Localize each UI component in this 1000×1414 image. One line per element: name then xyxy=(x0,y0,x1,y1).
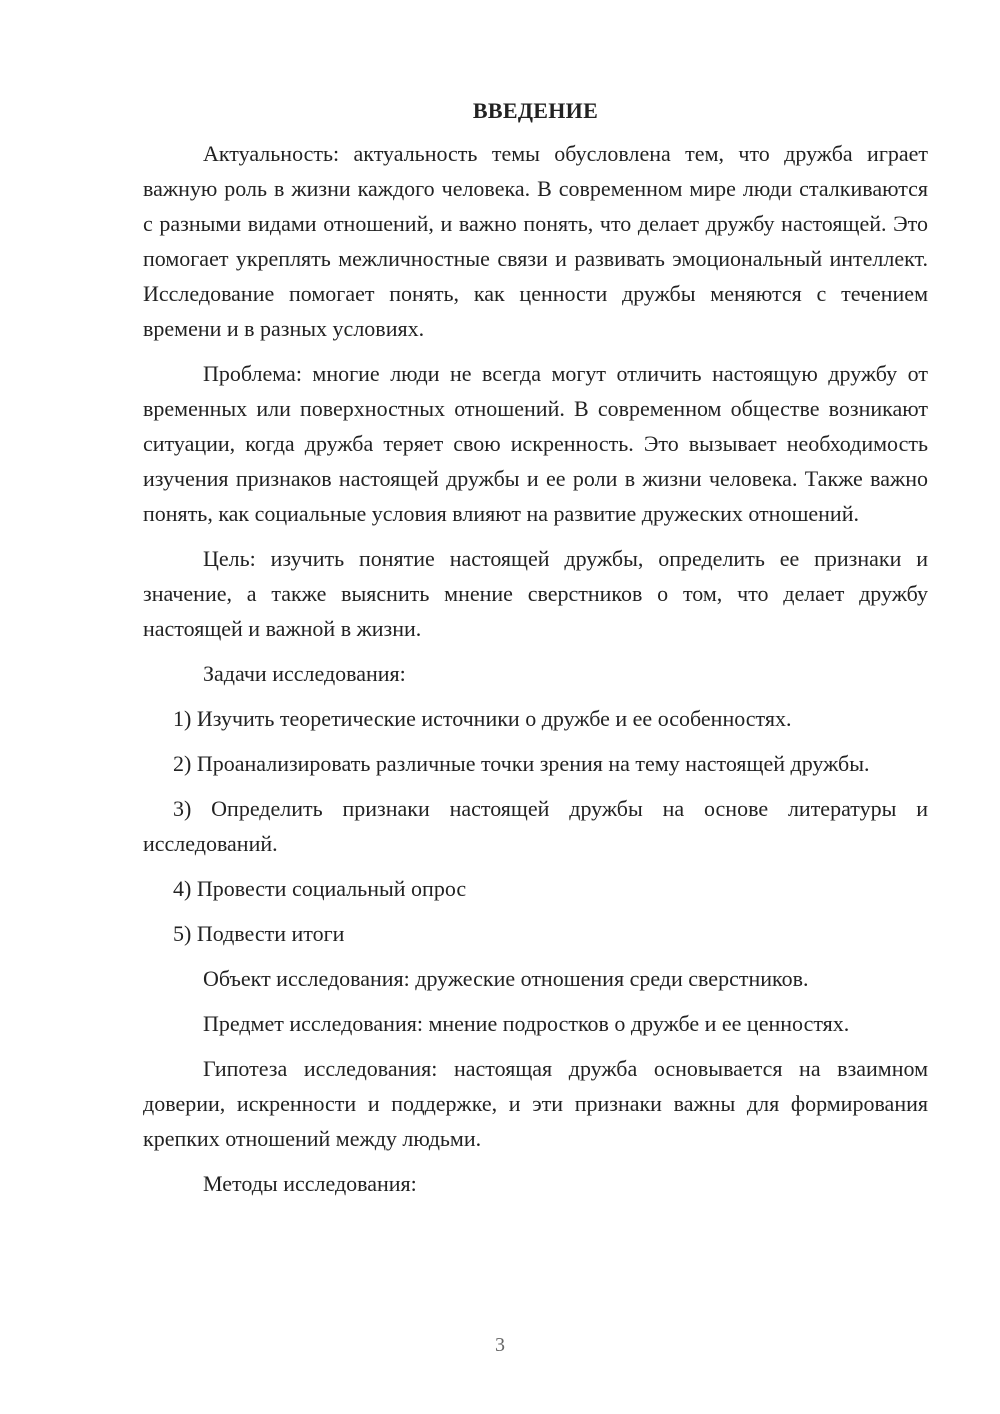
page-number: 3 xyxy=(495,1334,505,1356)
paragraph-problem: Проблема: многие люди не всегда могут отличить настоящую дружбу от временных или поверхностных отношений. В современном обществе возникают ситуации, когда дружба теряет свою искренность. Это вызывает необходимость изучения признаков настоящей дружбы и ее роли в жизни человека. Также важно понять, как социальные условия влияют на развитие дружеских отношений. xyxy=(143,361,928,526)
paragraph-relevance: Актуальность: актуальность темы обусловлена тем, что дружба играет важную роль в жизни каждого человека. В современном мире люди сталкиваются с разными видами отношений, и важно понять, что делает дружбу настоящей. Это помогает укреплять межличностные связи и развивать эмоциональный интеллект. Исследование помогает понять, как ценности дружбы меняются с течением времени и в разных условиях. xyxy=(143,141,928,341)
task-item-4: 4) Провести социальный опрос xyxy=(173,876,467,901)
paragraph-subject: Предмет исследования: мнение подростков о дружбе и ее ценностях. xyxy=(203,1011,850,1036)
paragraph-goal: Цель: изучить понятие настоящей дружбы, определить ее признаки и значение, а также выяснить мнение сверстников о том, что делает дружбу настоящей и важной в жизни. xyxy=(143,546,928,641)
task-item-3: 3) Определить признаки настоящей дружбы на основе литературы и исследований. xyxy=(143,796,928,856)
methods-heading: Методы исследования: xyxy=(203,1171,417,1196)
paragraph-object: Объект исследования: дружеские отношения среди сверстников. xyxy=(203,966,809,991)
task-item-1: 1) Изучить теоретические источники о дружбе и ее особенностях. xyxy=(173,706,792,731)
paragraph-hypothesis: Гипотеза исследования: настоящая дружба основывается на взаимном доверии, искренности и поддержке, и эти признаки важны для формирования крепких отношений между людьми. xyxy=(143,1056,928,1151)
tasks-heading: Задачи исследования: xyxy=(203,661,406,686)
task-item-2: 2) Проанализировать различные точки зрения на тему настоящей дружбы. xyxy=(173,751,870,776)
page-content xyxy=(143,96,928,1211)
task-item-5: 5) Подвести итоги xyxy=(173,921,345,946)
page-title: ВВЕДЕНИЕ xyxy=(472,98,599,123)
